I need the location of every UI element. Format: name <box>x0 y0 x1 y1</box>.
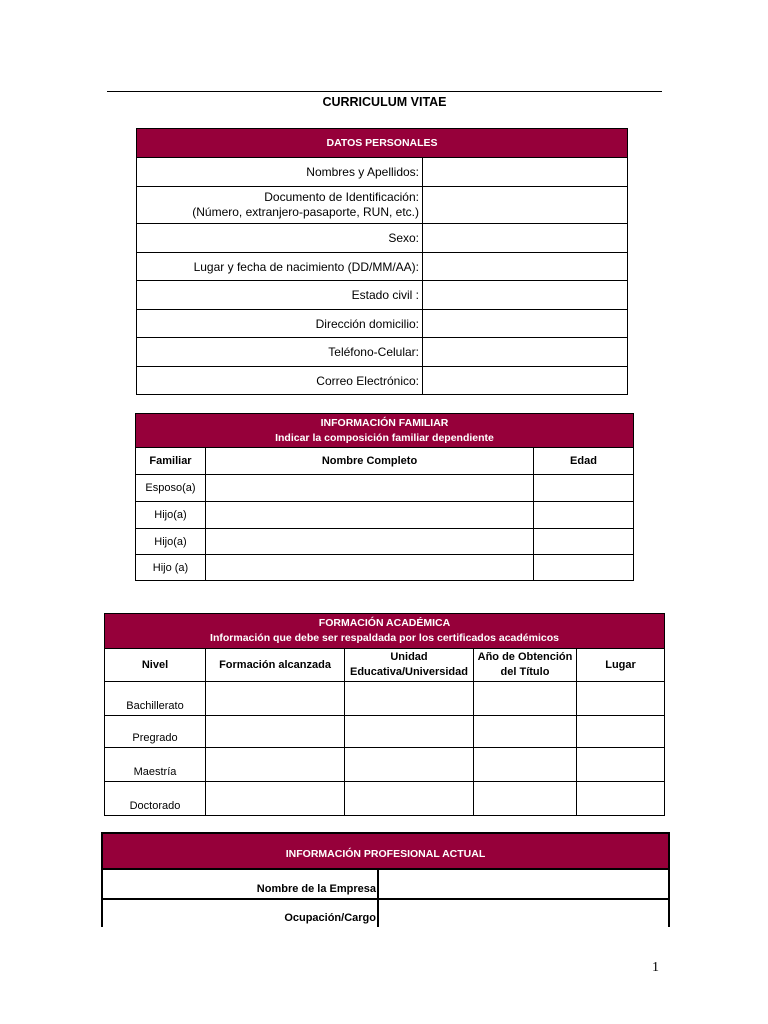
field-value[interactable] <box>423 281 628 310</box>
top-rule <box>107 91 662 92</box>
field-value[interactable] <box>423 158 628 187</box>
age-cell[interactable] <box>534 475 634 502</box>
table-row <box>137 187 628 224</box>
field-label: Correo Electrónico: <box>137 367 423 395</box>
academic-header-subtitle: Información que debe ser respaldada por los certificados académicos <box>210 632 559 644</box>
column-header-unidad <box>345 649 474 682</box>
academic-training-table <box>104 613 665 816</box>
table-row <box>136 529 634 555</box>
age-cell[interactable] <box>534 529 634 555</box>
table-row <box>137 367 628 395</box>
cell[interactable] <box>206 716 345 748</box>
field-value[interactable] <box>423 253 628 281</box>
table-row <box>137 310 628 338</box>
column-header-formacion: Formación alcanzada <box>206 649 345 682</box>
column-header-nombre: Nombre Completo <box>206 448 534 475</box>
cell[interactable] <box>345 716 474 748</box>
row-label: Hijo (a) <box>136 555 206 581</box>
cell[interactable] <box>474 782 577 816</box>
cell[interactable] <box>206 782 345 816</box>
field-value[interactable] <box>423 367 628 395</box>
cell[interactable] <box>474 748 577 782</box>
row-label: Bachillerato <box>105 682 206 716</box>
cell[interactable] <box>577 748 665 782</box>
row-label: Doctorado <box>105 782 206 816</box>
row-label: Maestría <box>105 748 206 782</box>
cell[interactable] <box>345 748 474 782</box>
cell[interactable] <box>474 682 577 716</box>
professional-info-header: INFORMACIÓN PROFESIONAL ACTUAL <box>102 833 669 869</box>
table-row <box>105 782 665 816</box>
personal-data-table <box>136 128 628 395</box>
age-cell[interactable] <box>534 502 634 529</box>
cell[interactable] <box>577 716 665 748</box>
field-value[interactable] <box>423 224 628 253</box>
column-header-unidad-line1: Unidad <box>390 651 428 663</box>
cell[interactable] <box>474 716 577 748</box>
cell[interactable] <box>345 782 474 816</box>
table-row <box>105 716 665 748</box>
name-cell[interactable] <box>206 555 534 581</box>
field-label-line1: Documento de Identificación: <box>264 190 419 204</box>
name-cell[interactable] <box>206 529 534 555</box>
document-title: CURRICULUM VITAE <box>322 95 447 109</box>
age-cell[interactable] <box>534 555 634 581</box>
table-row <box>137 253 628 281</box>
cell[interactable] <box>345 682 474 716</box>
table-row <box>105 748 665 782</box>
family-header-subtitle: Indicar la composición familiar dependiente <box>275 431 494 444</box>
row-label: Pregrado <box>105 716 206 748</box>
row-label: Esposo(a) <box>136 475 206 502</box>
personal-data-header: DATOS PERSONALES <box>137 129 628 158</box>
field-value[interactable] <box>423 187 628 224</box>
table-row <box>102 869 669 899</box>
table-row <box>136 502 634 529</box>
name-cell[interactable] <box>206 475 534 502</box>
table-row <box>136 555 634 581</box>
table-row <box>137 224 628 253</box>
field-label: Sexo: <box>137 224 423 253</box>
column-header-row <box>105 649 665 682</box>
cell[interactable] <box>206 748 345 782</box>
name-cell[interactable] <box>206 502 534 529</box>
cell[interactable] <box>577 782 665 816</box>
field-label-line2: (Número, extranjero-pasaporte, RUN, etc.) <box>192 205 419 219</box>
row-label: Hijo(a) <box>136 529 206 555</box>
field-label: Nombres y Apellidos: <box>137 158 423 187</box>
cell[interactable] <box>577 682 665 716</box>
column-header-lugar: Lugar <box>577 649 665 682</box>
field-label: Lugar y fecha de nacimiento (DD/MM/AA): <box>137 253 423 281</box>
field-label <box>137 187 423 224</box>
page-number: 1 <box>652 960 659 975</box>
table-row <box>105 682 665 716</box>
field-value[interactable] <box>423 310 628 338</box>
table-row <box>137 338 628 367</box>
academic-header-title: FORMACIÓN ACADÉMICA <box>318 617 451 629</box>
column-header-anio-line1: Año de Obtención <box>477 651 573 663</box>
field-value[interactable] <box>378 899 669 927</box>
cell[interactable] <box>206 682 345 716</box>
family-header-title: INFORMACIÓN FAMILIAR <box>320 416 449 429</box>
field-label: Estado civil : <box>137 281 423 310</box>
column-header-anio <box>474 649 577 682</box>
table-row <box>137 281 628 310</box>
field-label: Dirección domicilio: <box>137 310 423 338</box>
field-value[interactable] <box>423 338 628 367</box>
column-header-anio-line2: del Título <box>500 666 550 678</box>
table-row <box>137 158 628 187</box>
field-label: Teléfono-Celular: <box>137 338 423 367</box>
field-value[interactable] <box>378 869 669 899</box>
column-header-edad: Edad <box>534 448 634 475</box>
field-label: Nombre de la Empresa <box>102 869 378 899</box>
family-info-table <box>135 413 634 581</box>
column-header-nivel: Nivel <box>105 649 206 682</box>
field-label: Ocupación/Cargo <box>102 899 378 927</box>
table-row <box>136 475 634 502</box>
professional-info-table <box>101 832 670 927</box>
table-row <box>102 899 669 927</box>
column-header-row <box>136 448 634 475</box>
column-header-familiar: Familiar <box>136 448 206 475</box>
family-info-header <box>136 414 634 448</box>
row-label: Hijo(a) <box>136 502 206 529</box>
column-header-unidad-line2: Educativa/Universidad <box>350 666 468 678</box>
academic-header <box>105 614 665 649</box>
